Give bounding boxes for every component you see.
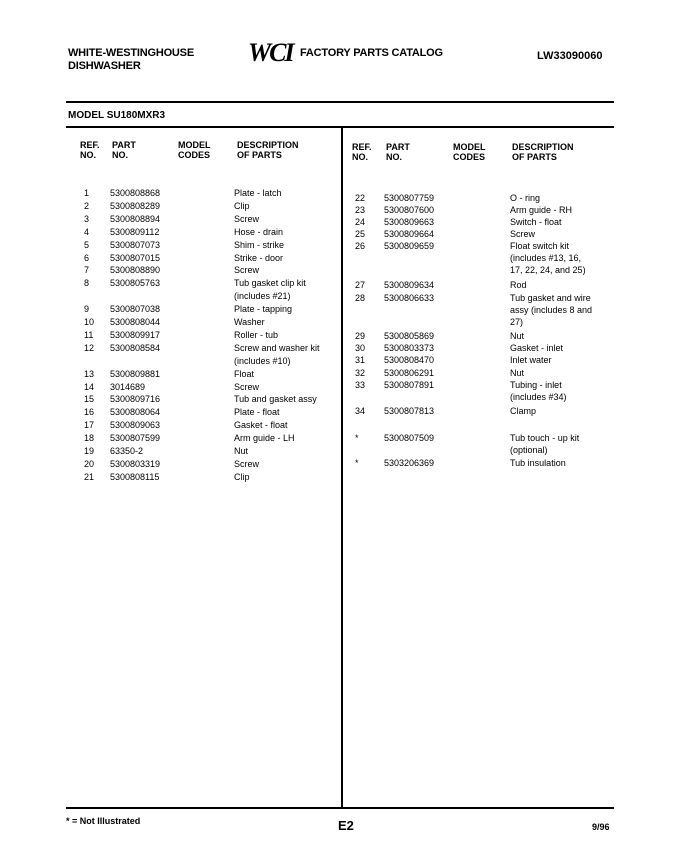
- description-cell: Gasket - inlet: [510, 343, 564, 353]
- part-number-cell: 5300805869: [384, 331, 435, 341]
- description-cell: (includes #21): [234, 291, 291, 302]
- part-number-cell: 5300807759: [384, 193, 435, 203]
- product-type: DISHWASHER: [68, 60, 141, 72]
- ref-cell: 20: [84, 458, 95, 469]
- ref-cell: *: [355, 458, 359, 468]
- part-number-cell: 5300807813: [384, 406, 435, 416]
- description-cell: Inlet water: [510, 355, 552, 365]
- ref-cell: 12: [84, 342, 95, 353]
- part-number-cell: 5300809881: [110, 368, 161, 379]
- description-cell: Screw: [234, 381, 260, 392]
- ref-cell: 17: [84, 420, 95, 431]
- ref-cell: 6: [84, 252, 90, 263]
- ref-cell: 14: [84, 381, 95, 392]
- part-number-cell: 5300808584: [110, 342, 161, 353]
- ref-cell: 33: [355, 380, 366, 390]
- ref-cell: 16: [84, 407, 95, 418]
- ref-cell: 5: [84, 239, 90, 250]
- part-number-cell: 5300808064: [110, 407, 161, 418]
- description-cell: assy (includes 8 and: [510, 305, 593, 315]
- ref-cell: 30: [355, 343, 366, 353]
- part-number-cell: 63350-2: [110, 446, 144, 456]
- description-cell: Arm guide - RH: [510, 205, 573, 215]
- ref-cell: 7: [84, 265, 90, 276]
- description-cell: Screw: [234, 458, 260, 469]
- description-cell: Tub touch - up kit: [510, 433, 580, 443]
- col-model-header-right: MODEL CODES: [453, 142, 486, 162]
- not-illustrated-note: * = Not Illustrated: [66, 816, 141, 826]
- description-cell: Switch - float: [510, 217, 562, 227]
- description-cell: O - ring: [510, 193, 541, 203]
- description-cell: Tub gasket clip kit: [234, 278, 306, 289]
- description-cell: Tub gasket and wire: [510, 293, 591, 303]
- description-cell: Clip: [234, 200, 250, 211]
- description-cell: (includes #34): [510, 392, 567, 402]
- description-cell: Screw: [234, 213, 260, 224]
- part-number-cell: 5303206369: [384, 458, 435, 468]
- part-number-cell: 5300809664: [384, 229, 435, 239]
- part-number-cell: 5300808868: [110, 188, 161, 198]
- description-cell: (includes #10): [234, 355, 291, 366]
- part-number-cell: 5300809112: [110, 226, 160, 237]
- ref-cell: 11: [84, 329, 94, 340]
- part-number-cell: 5300808289: [110, 200, 161, 211]
- description-cell: Nut: [510, 368, 525, 378]
- col-model-header-left: MODEL CODES: [178, 140, 211, 160]
- part-number-cell: 5300807015: [110, 252, 161, 263]
- part-number-cell: 5300809716: [110, 394, 161, 405]
- description-cell: Nut: [510, 331, 525, 341]
- description-cell: Tubing - inlet: [510, 380, 562, 390]
- description-cell: Arm guide - LH: [234, 433, 295, 444]
- description-cell: Plate - tapping: [234, 304, 293, 315]
- part-number-cell: 5300807600: [384, 205, 435, 215]
- part-number-cell: 5300807038: [110, 304, 161, 315]
- description-cell: Plate - float: [234, 407, 280, 418]
- ref-cell: 18: [84, 433, 95, 444]
- column-divider: [341, 128, 343, 808]
- description-cell: Gasket - float: [234, 420, 288, 431]
- wci-logo: WCI: [248, 38, 293, 67]
- description-cell: 17, 22, 24, and 25): [510, 265, 586, 275]
- col-ref-header-right: REF. NO.: [352, 142, 372, 162]
- description-cell: Hose - drain: [234, 226, 284, 237]
- ref-cell: 9: [84, 304, 90, 315]
- ref-cell: 23: [355, 205, 366, 215]
- description-cell: Tub insulation: [510, 458, 566, 468]
- description-cell: Float switch kit: [510, 241, 570, 251]
- description-cell: Screw: [510, 229, 536, 239]
- col-part-header-right: PART NO.: [386, 142, 410, 162]
- part-number-cell: 5300803373: [384, 343, 435, 353]
- part-number-cell: 5300803319: [110, 458, 161, 469]
- model-label: MODEL SU180MXR3: [68, 110, 166, 121]
- description-cell: Clip: [234, 471, 250, 482]
- description-cell: Strike - door: [234, 252, 284, 263]
- document-number: LW33090060: [537, 50, 603, 62]
- description-cell: 27): [510, 317, 524, 327]
- part-number-cell: 5300807599: [110, 433, 161, 444]
- ref-cell: 32: [355, 368, 366, 378]
- description-cell: Roller - tub: [234, 329, 279, 340]
- part-number-cell: 5300809634: [384, 280, 435, 290]
- ref-cell: 26: [355, 241, 366, 251]
- part-number-cell: 5300809063: [110, 420, 161, 431]
- ref-cell: 34: [355, 406, 366, 416]
- part-number-cell: 5300806291: [384, 368, 435, 378]
- col-ref-header-left: REF. NO.: [80, 140, 100, 160]
- col-desc-header-right: DESCRIPTION OF PARTS: [512, 142, 574, 162]
- description-cell: Plate - latch: [234, 188, 282, 198]
- ref-cell: 28: [355, 293, 366, 303]
- description-cell: Screw: [234, 265, 260, 276]
- description-cell: Screw and washer kit: [234, 342, 320, 353]
- page-number: E2: [338, 818, 354, 833]
- ref-cell: 3: [84, 213, 90, 224]
- part-number-cell: 5300808115: [110, 471, 160, 482]
- footer-rule: [66, 807, 614, 809]
- part-number-cell: 5300808894: [110, 213, 161, 224]
- part-number-cell: 5300806633: [384, 293, 435, 303]
- part-number-cell: 5300808890: [110, 265, 161, 276]
- ref-cell: 10: [84, 317, 95, 327]
- col-desc-header-left: DESCRIPTION OF PARTS: [237, 140, 299, 160]
- description-cell: Clamp: [510, 406, 537, 416]
- ref-cell: 22: [355, 193, 366, 203]
- ref-cell: *: [355, 433, 359, 443]
- ref-cell: 31: [355, 355, 366, 365]
- model-rule: [66, 126, 614, 128]
- description-cell: Float: [234, 368, 255, 379]
- description-cell: Shim - strike: [234, 239, 285, 250]
- ref-cell: 8: [84, 278, 90, 289]
- ref-cell: 21: [84, 471, 95, 482]
- revision-date: 9/96: [592, 822, 610, 832]
- part-number-cell: 5300807509: [384, 433, 435, 443]
- ref-cell: 2: [84, 200, 90, 211]
- description-cell: Tub and gasket assy: [234, 394, 317, 405]
- description-cell: Washer: [234, 317, 265, 327]
- ref-cell: 19: [84, 446, 95, 456]
- ref-cell: 4: [84, 226, 90, 237]
- col-part-header-left: PART NO.: [112, 140, 136, 160]
- catalog-title: FACTORY PARTS CATALOG: [300, 47, 443, 59]
- part-number-cell: 3014689: [110, 381, 146, 392]
- part-number-cell: 5300809663: [384, 217, 435, 227]
- description-cell: Rod: [510, 280, 527, 290]
- description-cell: (optional): [510, 445, 548, 455]
- ref-cell: 15: [84, 394, 95, 405]
- ref-cell: 13: [84, 368, 95, 379]
- description-cell: Nut: [234, 446, 249, 456]
- brand-name: WHITE-WESTINGHOUSE: [68, 47, 194, 59]
- header-rule: [66, 101, 614, 103]
- ref-cell: 1: [84, 188, 90, 198]
- ref-cell: 25: [355, 229, 366, 239]
- part-number-cell: 5300808470: [384, 355, 435, 365]
- ref-cell: 29: [355, 331, 366, 341]
- part-number-cell: 5300809659: [384, 241, 435, 251]
- part-number-cell: 5300808044: [110, 317, 161, 327]
- part-number-cell: 5300809917: [110, 329, 161, 340]
- part-number-cell: 5300805763: [110, 278, 161, 289]
- part-number-cell: 5300807073: [110, 239, 161, 250]
- ref-cell: 24: [355, 217, 366, 227]
- description-cell: (includes #13, 16,: [510, 253, 582, 263]
- ref-cell: 27: [355, 280, 366, 290]
- part-number-cell: 5300807891: [384, 380, 435, 390]
